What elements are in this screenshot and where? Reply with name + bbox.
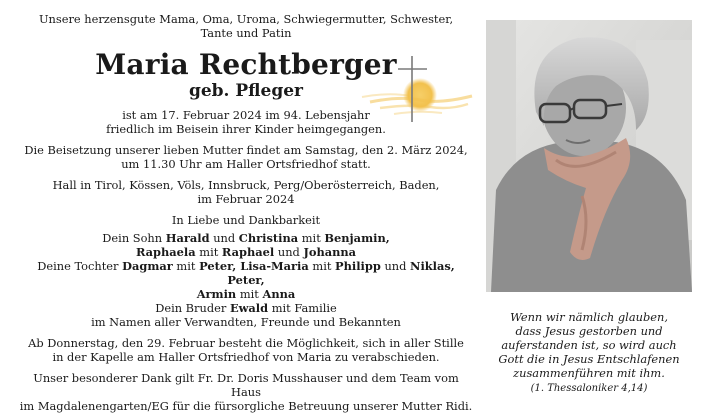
- funeral-line-2: um 11.30 Uhr am Haller Ortsfriedhof statt.: [121, 157, 371, 171]
- cross-sunset-icon: [360, 50, 480, 130]
- verse-line-4: Gott die in Jesus Entschlafenen: [498, 352, 680, 366]
- mourner-line-brother: Dein Bruder Ewald mit Familie: [155, 301, 337, 315]
- mourner-line-daughter: Deine Tochter Dagmar mit Peter, Lisa-Maria mit Philipp und Niklas, Peter,: [37, 259, 455, 287]
- mourner-line-others: im Namen aller Verwandten, Freunde und Bekannten: [91, 315, 401, 329]
- funeral-line-1: Die Beisetzung unserer lieben Mutter findet am Samstag, den 2. März 2024,: [24, 143, 468, 157]
- mourner-line-son: Dein Sohn Harald und Christina mit Benjamin,: [102, 231, 390, 245]
- thanks-line-2: im Magdalenengarten/EG für die fürsorgliche Betreuung unserer Mutter Ridi.: [19, 399, 473, 413]
- places-line-2: im Februar 2024: [197, 192, 295, 206]
- chapel-line-1: Ab Donnerstag, den 29. Februar besteht die Möglichkeit, sich in aller Stille: [28, 336, 464, 350]
- death-line-1: ist am 17. Februar 2024 im 94. Lebensjahr: [122, 108, 370, 122]
- verse-line-5: zusammenführen mit ihm.: [513, 366, 665, 380]
- places-line-1: Hall in Tirol, Kössen, Völs, Innsbruck, Perg/Oberösterreich, Baden,: [52, 178, 440, 192]
- verse-line-2: dass Jesus gestorben und: [515, 324, 663, 338]
- portrait-photo: [486, 20, 692, 292]
- verse-reference: (1. Thessaloniker 4,14): [530, 383, 648, 394]
- intro-line-1: Unsere herzensgute Mama, Oma, Uroma, Schwiegermutter, Schwester,: [38, 12, 454, 26]
- intro-line-2: Tante und Patin: [200, 26, 292, 40]
- chapel-line-2: in der Kapelle am Haller Ortsfriedhof von Maria zu verabschieden.: [52, 350, 440, 364]
- death-line-2: friedlich im Beisein ihrer Kinder heimgegangen.: [106, 122, 386, 136]
- verse-line-1: Wenn wir nämlich glauben,: [510, 310, 668, 324]
- mourner-line-grandchildren: Raphaela mit Raphael und Johanna: [135, 245, 357, 259]
- birth-name: geb. Pfleger: [188, 81, 304, 101]
- bible-verse: [486, 310, 692, 396]
- mourner-line-armin: Armin mit Anna: [196, 287, 296, 301]
- mourners-heading: In Liebe und Dankbarkeit: [171, 213, 321, 227]
- deceased-name: Maria Rechtberger: [95, 48, 397, 81]
- thanks-line-1: Unser besonderer Dank gilt Fr. Dr. Doris Musshauser und dem Team vom Haus: [33, 371, 459, 399]
- verse-line-3: auferstanden ist, so wird auch: [501, 338, 677, 352]
